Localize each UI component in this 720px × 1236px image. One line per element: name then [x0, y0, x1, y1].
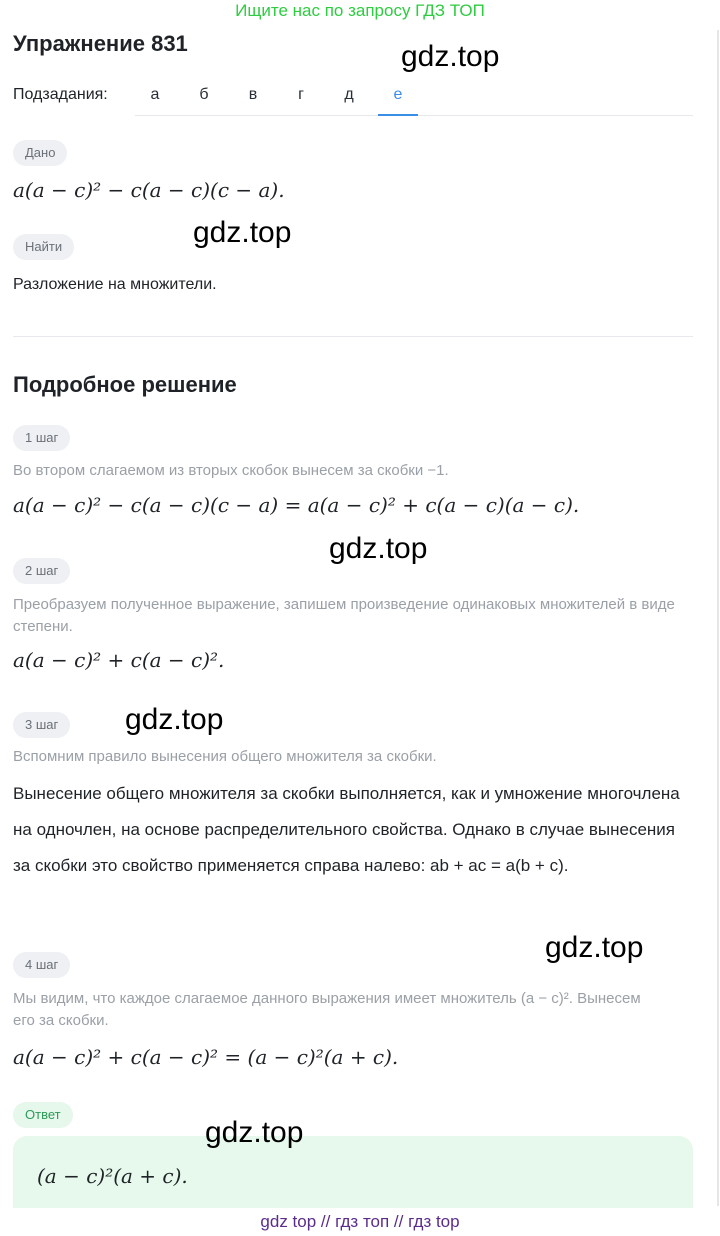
given-badge: Дано: [13, 140, 67, 166]
find-badge: Найти: [13, 234, 74, 260]
step-2-expression: a(a − c)² + c(a − c)².: [13, 648, 225, 672]
top-banner: Ищите нас по запросу ГДЗ ТОП: [235, 1, 485, 20]
step-4-badge: 4 шаг: [13, 952, 70, 978]
footer-links[interactable]: gdz top // гдз топ // гдз top: [260, 1212, 460, 1231]
step-3-badge: 3 шаг: [13, 712, 70, 738]
scrollbar-track[interactable]: [717, 30, 719, 1206]
answer-badge: Ответ: [13, 1102, 73, 1128]
subtasks-label: Подзадания:: [13, 86, 108, 103]
step-2-badge: 2 шаг: [13, 558, 70, 584]
step-1-note: Во втором слагаемом из вторых скобок вынесем за скобки −1.: [13, 462, 449, 479]
watermark: gdz.top: [125, 703, 224, 736]
step-3-paragraph: Вынесение общего множителя за скобки выполняется, как и умножение многочлена на одночлен, на основе распределительного свойства. Однако в случае вынесения за скобки это свойство применяется справа налево: ab + ac = a(b + c).: [13, 784, 680, 875]
watermark: gdz.top: [329, 532, 428, 565]
step-1-expression: a(a − c)² − c(a − c)(c − a) = a(a − c)² + c(a − c)(a − c).: [13, 493, 580, 517]
find-text: Разложение на множители.: [13, 276, 217, 293]
watermark: gdz.top: [205, 1116, 304, 1149]
divider: [13, 336, 693, 337]
answer-expression: (a − c)²(a + c).: [37, 1164, 188, 1188]
watermark: gdz.top: [193, 216, 292, 249]
step-4-expression: a(a − c)² + c(a − c)² = (a − c)²(a + c).: [13, 1045, 399, 1069]
tab-a[interactable]: а: [150, 86, 160, 103]
given-expression: a(a − c)² − c(a − c)(c − a).: [13, 178, 285, 202]
tab-d[interactable]: д: [344, 86, 354, 103]
step-4-note: Мы видим, что каждое слагаемое данного выражения имеет множитель (a − c)². Вынесем его за скобки.: [13, 990, 641, 1029]
solution-title: Подробное решение: [13, 372, 237, 397]
page-title: Упражнение 831: [13, 31, 188, 56]
tab-v[interactable]: в: [248, 86, 258, 103]
watermark: gdz.top: [545, 931, 644, 964]
watermark: gdz.top: [401, 40, 500, 73]
subtask-tabs: [135, 76, 693, 116]
answer-box: [13, 1136, 693, 1208]
step-3-note: Вспомним правило вынесения общего множителя за скобки.: [13, 748, 437, 765]
step-2-note: Преобразуем полученное выражение, запишем произведение одинаковых множителей в виде степени.: [13, 596, 675, 635]
tab-g[interactable]: г: [298, 86, 304, 103]
tab-b[interactable]: б: [199, 86, 209, 103]
tab-e[interactable]: е: [378, 86, 418, 116]
step-1-badge: 1 шаг: [13, 425, 70, 451]
